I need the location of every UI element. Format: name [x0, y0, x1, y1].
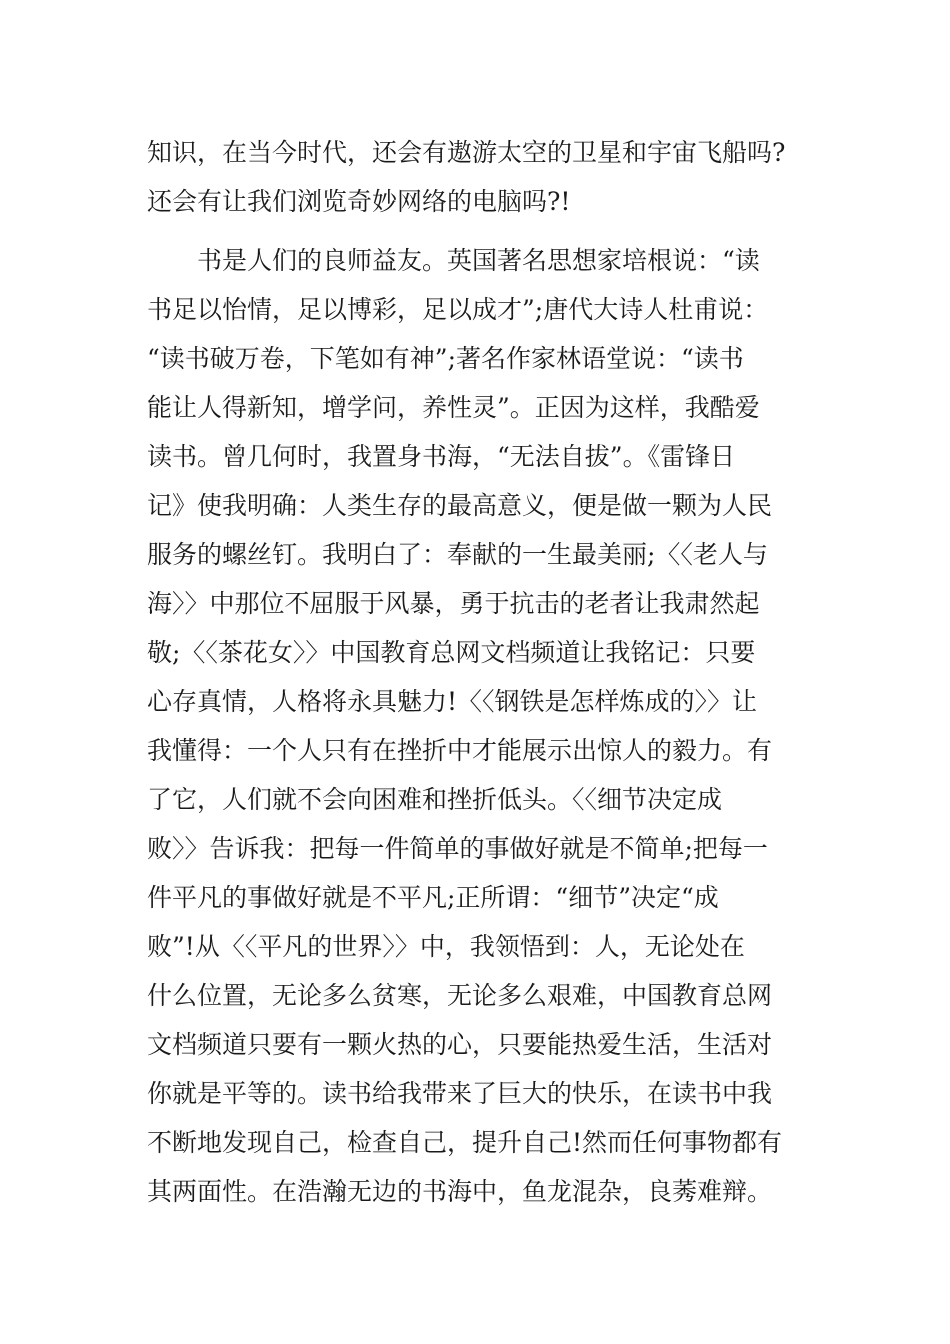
- text-line: 海〉〉中那位不屈服于风暴，勇于抗击的老者让我肃然起: [147, 589, 760, 618]
- text-line: 件平凡的事做好就是不平凡;正所谓：“细节”决定“成: [147, 883, 719, 912]
- text-line: 书足以怡情，足以博彩，足以成才”;唐代大诗人杜甫说：: [147, 295, 769, 324]
- text-line: 知识，在当今时代，还会有遨游太空的卫星和宇宙飞船吗?: [147, 138, 786, 167]
- text-line: 你就是平等的。读书给我带来了巨大的快乐，在读书中我: [147, 1079, 773, 1108]
- text-line: 我懂得：一个人只有在挫折中才能展示出惊人的毅力。有: [147, 736, 773, 765]
- body-text: [147, 128, 807, 1216]
- text-line: 心存真情，人格将永具魅力!〈〈钢铁是怎样炼成的〉〉让: [147, 687, 758, 716]
- text-line: 文档频道只要有一颗火热的心，只要能热爱生活，生活对: [147, 1030, 773, 1059]
- paragraph-start-line: 书是人们的良师益友。英国著名思想家培根说：“读: [147, 246, 760, 275]
- text-line: “读书破万卷，下笔如有神”;著名作家林语堂说：“读书: [147, 344, 744, 373]
- text-line: 了它，人们就不会向困难和挫折低头。〈〈细节决定成: [147, 785, 723, 814]
- text-line: 其两面性。在浩瀚无边的书海中，鱼龙混杂，良莠难辩。: [147, 1177, 773, 1206]
- text-line: 敬;〈〈茶花女〉〉中国教育总网文档频道让我铭记：只要: [147, 638, 756, 667]
- text-line: 败”!从〈〈平凡的世界〉〉中，我领悟到：人，无论处在: [147, 932, 745, 961]
- text-line: 能让人得新知，增学问，养性灵”。正因为这样，我酷爱: [147, 393, 760, 422]
- text-line: 还会有让我们浏览奇妙网络的电脑吗?!: [147, 187, 571, 216]
- text-line: 读书。曾几何时，我置身书海，“无法自拔”。《雷锋日: [147, 442, 736, 471]
- text-line: 什么位置，无论多么贫寒，无论多么艰难，中国教育总网: [147, 981, 773, 1010]
- text-line: 记》使我明确：人类生存的最高意义，便是做一颗为人民: [147, 491, 773, 520]
- text-line: 败〉〉告诉我：把每一件简单的事做好就是不简单;把每一: [147, 834, 768, 863]
- text-line: 不断地发现自己，检查自己，提升自己!然而任何事物都有: [147, 1128, 783, 1157]
- text-line: 服务的螺丝钉。我明白了：奉献的一生最美丽;〈〈老人与: [147, 540, 768, 569]
